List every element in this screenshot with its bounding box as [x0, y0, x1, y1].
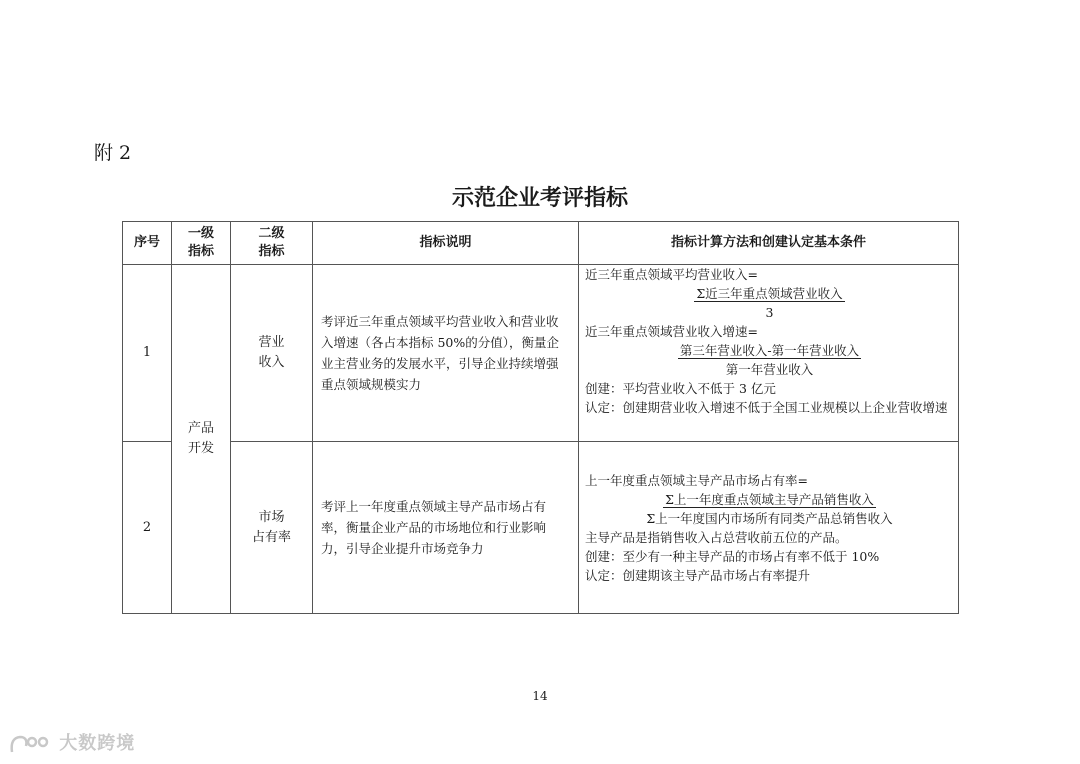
- level2-line2: 占有率: [251, 529, 291, 545]
- annex-label: 附 2: [94, 142, 132, 164]
- formula-denominator: Σ上一年度国内市场所有同类产品总销售收入: [646, 510, 893, 526]
- header-level1-line2: 指标: [187, 244, 214, 259]
- header-seq: 序号: [123, 222, 172, 265]
- table-row: [123, 265, 959, 442]
- group-line2: 开发: [187, 441, 214, 456]
- formula1-label: 近三年重点领域平均营业收入=: [585, 267, 758, 282]
- indicator-table: [122, 221, 959, 614]
- method-cell: [579, 442, 959, 614]
- method-cell: [579, 265, 959, 442]
- level2-line1: 营业: [258, 335, 285, 350]
- header-level1-line1: 一级: [187, 226, 214, 241]
- level2-cell: [231, 265, 313, 442]
- watermark-logo-icon: [8, 732, 52, 756]
- formula1-numerator: Σ近三年重点领域营业收入: [696, 286, 843, 301]
- create-condition: 创建：平均营业收入不低于 3 亿元: [585, 381, 776, 396]
- header-description: 指标说明: [313, 222, 579, 265]
- description-cell: 考评近三年重点领域平均营业收入和营业收入增速（各占本指标 50%的分值），衡量企业主营业务的发展水平，引导企业持续增强重点领域规模实力: [313, 265, 579, 442]
- row-seq: 1: [123, 265, 172, 442]
- level2-line2: 收入: [258, 355, 285, 370]
- header-level2: [231, 222, 313, 265]
- level2-line1: 市场: [258, 509, 285, 525]
- level1-group-cell: [172, 265, 231, 614]
- product-note: 主导产品是指销售收入占总营收前五位的产品。: [585, 529, 848, 545]
- watermark-text: 大数跨境: [59, 733, 136, 754]
- document-title: 示范企业考评指标: [451, 186, 628, 211]
- create-condition: 创建：至少有一种主导产品的市场占有率不低于 10%: [585, 548, 880, 564]
- formula-numerator-wrap: [585, 490, 954, 509]
- watermark: [8, 729, 135, 756]
- formula1-numerator-wrap: [585, 284, 954, 303]
- description-cell: 考评上一年度重点领域主导产品市场占有率，衡量企业产品的市场地位和行业影响力，引导企业提升市场竞争力: [313, 442, 579, 614]
- header-level2-line2: 指标: [258, 244, 285, 259]
- group-line1: 产品: [187, 421, 214, 436]
- table-header-row: [123, 222, 959, 265]
- formula2-numerator-wrap: [585, 341, 954, 360]
- formula-numerator: Σ上一年度重点领域主导产品销售收入: [665, 491, 874, 507]
- level2-cell: [231, 442, 313, 614]
- formula-label: 上一年度重点领域主导产品市场占有率=: [585, 472, 808, 488]
- header-level1: [172, 222, 231, 265]
- formula1-denominator: 3: [765, 305, 774, 320]
- formula2-label: 近三年重点领域营业收入增速=: [585, 324, 758, 339]
- row-seq: 2: [123, 442, 172, 614]
- page-number: 14: [532, 689, 548, 703]
- table-row: [123, 442, 959, 614]
- header-level2-line1: 二级: [258, 226, 285, 241]
- approve-condition: 认定：创建期该主导产品市场占有率提升: [585, 567, 811, 583]
- formula2-numerator: 第三年营业收入-第一年营业收入: [679, 343, 860, 358]
- header-method: 指标计算方法和创建认定基本条件: [579, 222, 959, 265]
- formula2-denominator: 第一年营业收入: [725, 362, 814, 377]
- approve-condition: 认定：创建期营业收入增速不低于全国工业规模以上企业营收增速: [585, 400, 948, 415]
